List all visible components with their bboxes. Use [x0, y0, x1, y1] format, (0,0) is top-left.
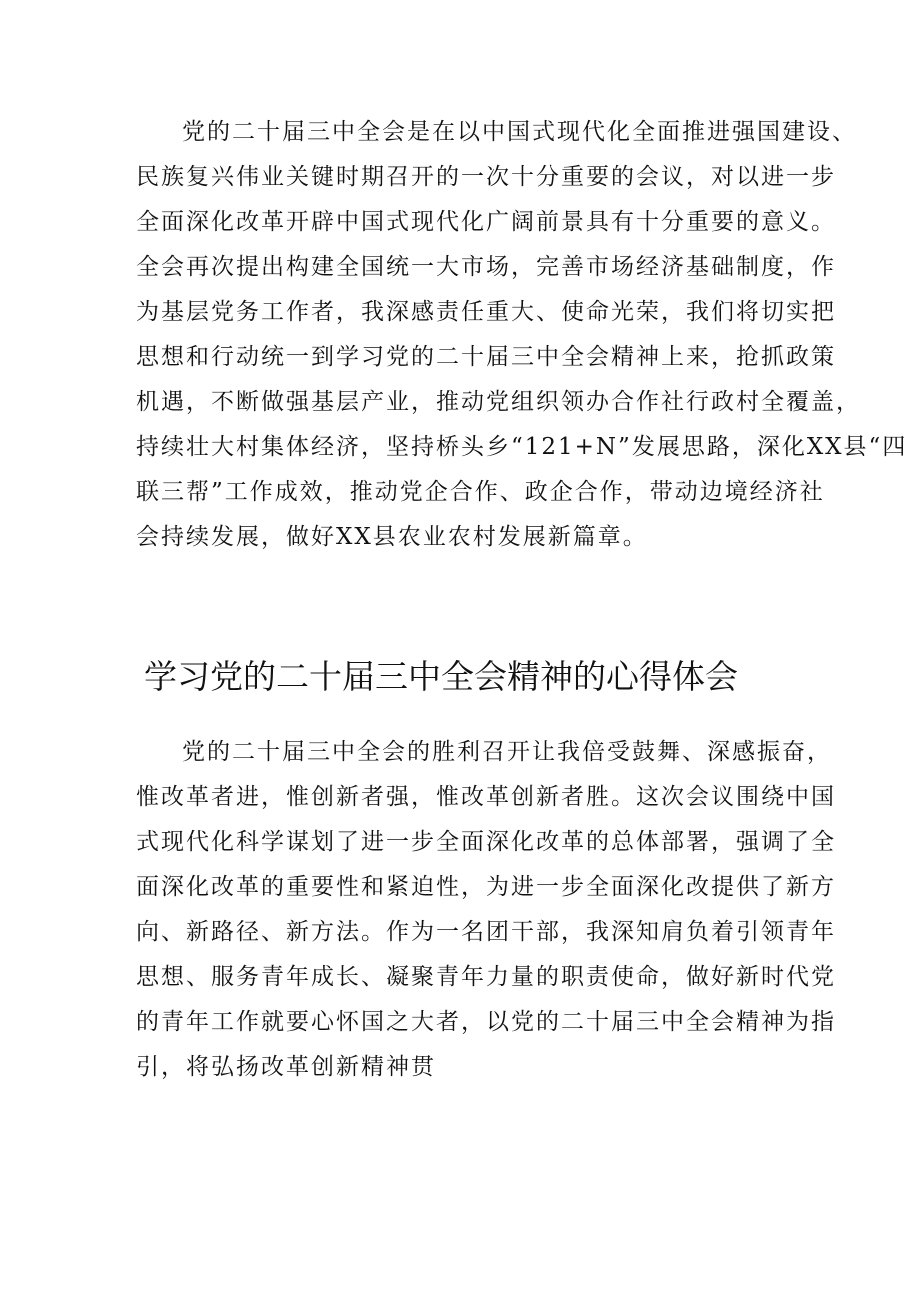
paragraph-line: 全面深化改革开辟中国式现代化广阔前景具有十分重要的意义。	[136, 209, 836, 235]
paragraph-line: 机遇，不断做强基层产业，推动党组织领办合作社行政村全覆盖，	[136, 389, 861, 415]
paragraph-line: 式现代化科学谋划了进一步全面深化改革的总体部署，强调了全	[136, 829, 836, 855]
paragraph-2	[136, 730, 836, 1090]
paragraph-line: 引，将弘扬改革创新精神贯	[136, 1054, 436, 1080]
paragraph-1	[136, 110, 908, 560]
paragraph-line: 全会再次提出构建全国统一大市场，完善市场经济基础制度，作	[136, 254, 836, 280]
paragraph-line: 党的二十届三中全会是在以中国式现代化全面推进强国建设、	[182, 119, 857, 145]
paragraph-line: 思想、服务青年成长、凝聚青年力量的职责使命，做好新时代党	[136, 964, 836, 990]
paragraph-line: 面深化改革的重要性和紧迫性，为进一步全面深化改提供了新方	[136, 874, 836, 900]
paragraph-line: 惟改革者进，惟创新者强，惟改革创新者胜。这次会议围绕中国	[136, 784, 836, 810]
paragraph-line: 民族复兴伟业关键时期召开的一次十分重要的会议，对以进一步	[136, 164, 836, 190]
paragraph-line: 会持续发展，做好XX县农业农村发展新篇章。	[136, 524, 648, 550]
paragraph-line: 的青年工作就要心怀国之大者，以党的二十届三中全会精神为指	[136, 1009, 836, 1035]
paragraph-line: 向、新路径、新方法。作为一名团干部，我深知肩负着引领青年	[136, 919, 836, 945]
paragraph-line: 为基层党务工作者，我深感责任重大、使命光荣，我们将切实把	[136, 299, 836, 325]
section-heading: 学习党的二十届三中全会精神的心得体会	[144, 657, 738, 696]
paragraph-line: 党的二十届三中全会的胜利召开让我倍受鼓舞、深感振奋，	[182, 739, 832, 765]
paragraph-line: 思想和行动统一到学习党的二十届三中全会精神上来，抢抓政策	[136, 344, 836, 370]
paragraph-line: 联三帮”工作成效，推动党企合作、政企合作，带动边境经济社	[136, 479, 825, 505]
paragraph-line: 持续壮大村集体经济，坚持桥头乡“121+N”发展思路，深化XX县“四	[136, 434, 908, 460]
